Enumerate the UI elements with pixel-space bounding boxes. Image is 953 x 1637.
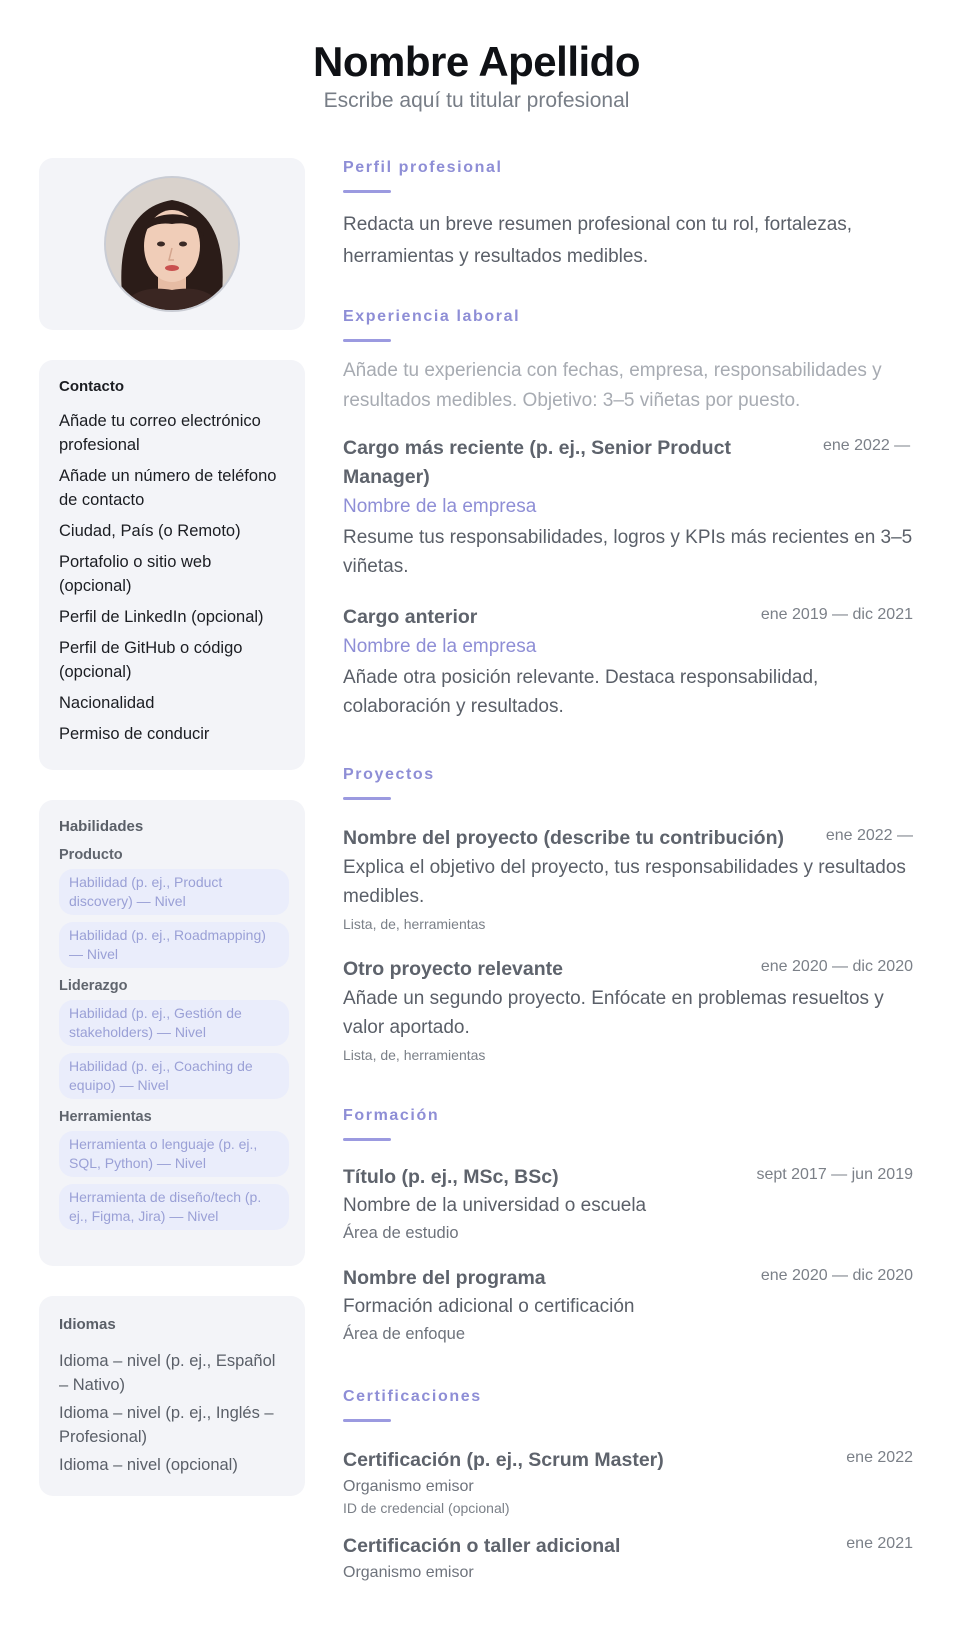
section-title-experience: Experiencia laboral: [343, 308, 521, 325]
language-item: Idioma – nivel (p. ej., Español – Nativo): [59, 1352, 276, 1394]
profile-section: [343, 158, 913, 273]
education-section: [343, 1106, 913, 1347]
section-divider: [343, 1138, 391, 1141]
projects-section: [343, 765, 913, 1066]
education-entry: [343, 1264, 913, 1293]
photo-card: [39, 158, 305, 330]
school-name: Nombre de la universidad o escuela: [343, 1195, 647, 1216]
section-title-education: Formación: [343, 1107, 440, 1124]
skill-group-title: Herramientas: [59, 1109, 152, 1125]
section-divider: [343, 190, 391, 193]
education-date: ene 2020 — dic 2020: [760, 1267, 913, 1284]
company-name: Nombre de la empresa: [343, 636, 537, 657]
contact-title: Contacto: [59, 378, 124, 395]
project-tools: Lista, de, herramientas: [343, 916, 486, 932]
skill-group-title: Producto: [59, 847, 123, 863]
skills-card: [39, 800, 305, 1266]
project-entry: [343, 955, 913, 984]
section-title-profile: Perfil profesional: [343, 159, 503, 176]
portrait-photo: [104, 176, 240, 312]
experience-entry: [343, 434, 913, 492]
job-title: Cargo más reciente (p. ej., Senior Product Manager): [343, 437, 731, 488]
skill-pill: Habilidad (p. ej., Coaching de equipo) — Nivel: [59, 1053, 289, 1099]
portrait-photo-icon: [106, 178, 238, 310]
experience-hint: Añade tu experiencia con fechas, empresa, responsabilidades y resultados medibles. Objetivo: 3–5 viñetas por puesto.: [343, 360, 882, 411]
main-column: [343, 158, 913, 1584]
experience-section: [343, 307, 913, 721]
project-date: ene 2022 —: [825, 827, 913, 844]
certification-name: Certificación o taller adicional: [343, 1535, 621, 1557]
skill-pill: Habilidad (p. ej., Gestión de stakeholders) — Nivel: [59, 1000, 289, 1046]
language-item: Idioma – nivel (opcional): [59, 1456, 238, 1474]
job-description: Resume tus responsabilidades, logros y KPIs más recientes en 3–5 viñetas.: [343, 527, 913, 577]
certification-entry: [343, 1532, 913, 1561]
contact-github: Perfil de GitHub o código (opcional): [59, 639, 243, 681]
contact-linkedin: Perfil de LinkedIn (opcional): [59, 608, 264, 626]
full-name: Nombre Apellido: [313, 38, 640, 85]
study-area: Área de enfoque: [343, 1325, 466, 1343]
sidebar: [39, 158, 305, 1496]
languages-title: Idiomas: [59, 1316, 116, 1333]
section-divider: [343, 339, 391, 342]
job-date: ene 2019 — dic 2021: [760, 606, 913, 623]
professional-headline: Escribe aquí tu titular profesional: [323, 89, 630, 112]
education-date: sept 2017 — jun 2019: [756, 1166, 913, 1183]
contact-location: Ciudad, País (o Remoto): [59, 522, 241, 540]
contact-nationality: Nacionalidad: [59, 694, 155, 712]
credential-id: ID de credencial (opcional): [343, 1500, 510, 1516]
degree-title: Nombre del programa: [343, 1267, 546, 1289]
languages-card: [39, 1296, 305, 1496]
certification-name: Certificación (p. ej., Scrum Master): [343, 1449, 664, 1471]
degree-title: Título (p. ej., MSc, BSc): [343, 1166, 559, 1188]
skills-title: Habilidades: [59, 818, 144, 835]
resume-header: [0, 38, 953, 114]
profile-summary: Redacta un breve resumen profesional con tu rol, fortalezas, herramientas y resultados medibles.: [343, 214, 853, 267]
project-tools: Lista, de, herramientas: [343, 1047, 486, 1063]
section-title-projects: Proyectos: [343, 766, 435, 783]
job-date: ene 2022 —: [823, 437, 911, 454]
skill-pill: Herramienta o lenguaje (p. ej., SQL, Python) — Nivel: [59, 1131, 289, 1177]
certification-date: ene 2022: [846, 1449, 913, 1466]
skill-pill: Herramienta de diseño/tech (p. ej., Figma, Jira) — Nivel: [59, 1184, 289, 1230]
company-name: Nombre de la empresa: [343, 496, 537, 517]
certification-issuer: Organismo emisor: [343, 1564, 474, 1581]
project-description: Explica el objetivo del proyecto, tus responsabilidades y resultados medibles.: [343, 857, 906, 907]
project-date: ene 2020 — dic 2020: [760, 958, 913, 975]
study-area: Área de estudio: [343, 1224, 459, 1242]
skill-pill: Habilidad (p. ej., Product discovery) — Nivel: [59, 869, 289, 915]
school-name: Formación adicional o certificación: [343, 1296, 635, 1317]
certification-date: ene 2021: [846, 1535, 913, 1552]
section-divider: [343, 1419, 391, 1422]
contact-driving-license: Permiso de conducir: [59, 725, 210, 743]
education-entry: [343, 1163, 913, 1192]
job-description: Añade otra posición relevante. Destaca responsabilidad, colaboración y resultados.: [343, 667, 819, 717]
contact-phone: Añade un número de teléfono de contacto: [59, 467, 277, 509]
skill-pill: Habilidad (p. ej., Roadmapping) — Nivel: [59, 922, 289, 968]
contact-email: Añade tu correo electrónico profesional: [59, 412, 261, 454]
section-title-certifications: Certificaciones: [343, 1388, 482, 1405]
project-entry: [343, 824, 913, 853]
certification-issuer: Organismo emisor: [343, 1478, 474, 1495]
experience-entry: [343, 603, 913, 632]
contact-card: [39, 360, 305, 770]
project-description: Añade un segundo proyecto. Enfócate en problemas resueltos y valor aportado.: [343, 988, 884, 1038]
language-item: Idioma – nivel (p. ej., Inglés – Profesional): [59, 1404, 274, 1446]
certification-entry: [343, 1446, 913, 1475]
skill-group-title: Liderazgo: [59, 978, 128, 994]
certifications-section: [343, 1387, 913, 1584]
contact-portfolio: Portafolio o sitio web (opcional): [59, 553, 212, 595]
project-name: Nombre del proyecto (describe tu contribución): [343, 827, 784, 849]
project-name: Otro proyecto relevante: [343, 958, 563, 980]
section-divider: [343, 797, 391, 800]
job-title: Cargo anterior: [343, 606, 478, 628]
